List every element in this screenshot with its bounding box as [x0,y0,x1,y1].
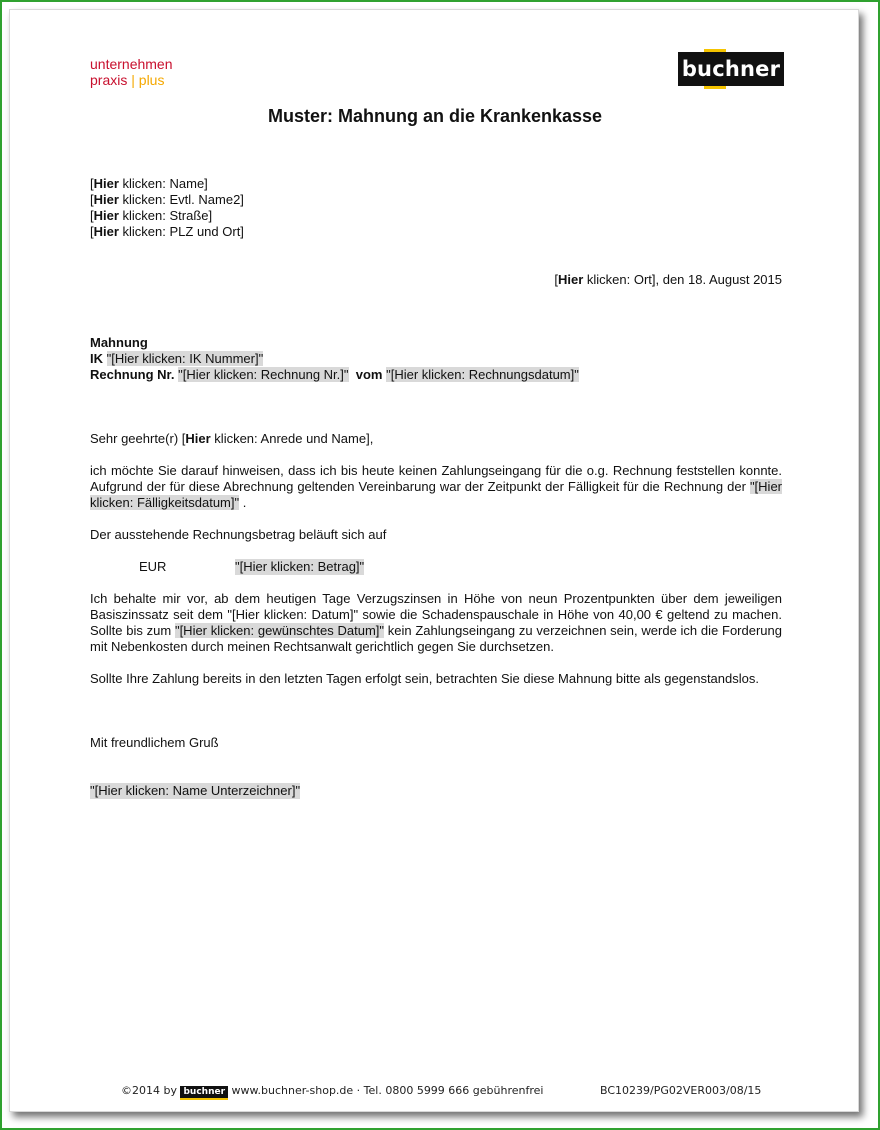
desired-date-field[interactable]: "[Hier klicken: gewünschtes Datum]" [174,623,385,638]
address-line-street[interactable]: [Hier klicken: Straße] [90,208,213,223]
buchner-logo-text: buchner [681,57,781,81]
ik-number-field[interactable]: "[Hier klicken: IK Nummer]" [106,351,264,366]
invoice-number-field[interactable]: "[Hier klicken: Rechnung Nr.]" [178,367,349,382]
footer-buchner-logo: buchner [180,1086,228,1100]
salutation-field[interactable]: [Hier klicken: Anrede und Name] [181,431,370,446]
reference-block [90,335,579,383]
amount-field[interactable]: "[Hier klicken: Betrag]" [235,559,365,574]
invoice-number-label: Rechnung Nr. [90,367,175,382]
logo-line1: unternehmen [90,56,173,72]
address-line-zip-city[interactable]: [Hier klicken: PLZ und Ort] [90,224,244,239]
logo-separator: | [127,72,139,88]
address-line-name[interactable]: [Hier klicken: Name] [90,176,208,191]
paragraph-interest: Ich behalte mir vor, ab dem heutigen Tage Verzugszinsen in Höhe von neun Prozentpunkten über dem jeweiligen Basiszinssatz seit dem "[Hier klicken: Datum]" sowie die Schadenspauschale in Höhe von 40,00 € geltend zu machen. Sollte bis zum "[Hier klicken: gewünschtes Datum]" kein Zahlungseingang zu verzeichnen sein, werde ich die Forderung mit Nebenkosten durch meinen Rechtsanwalt gerichtlich gegen Sie durchsetzen. [90,591,782,654]
salutation: Sehr geehrte(r) [Hier klicken: Anrede und Name], [90,431,374,446]
logo-plus: plus [138,72,165,88]
ik-label: IK [90,351,103,366]
currency-label: EUR [139,559,167,574]
reference-heading: Mahnung [90,335,148,350]
document-page [9,9,859,1112]
logo-praxis: praxis [90,72,128,88]
footer-document-code: BC10239/PG02VER003/08/15 [600,1084,762,1097]
paragraph-already-paid: Sollte Ihre Zahlung bereits in den letzten Tagen erfolgt sein, betrachten Sie diese Mahnung bitte als gegenstandslos. [90,671,759,686]
paragraph-intro: ich möchte Sie darauf hinweisen, dass ich bis heute keinen Zahlungseingang für die o.g. Rechnung feststellen konnte. Aufgrund der für diese Abrechnung geltenden Vereinbarung war der Zeitpunkt der Fälligkeit für die Rechnung der "[Hier klicken: Fälligkeitsdatum]" . [90,463,782,510]
due-date-field[interactable]: "[Hier klicken: Fälligkeitsdatum]" [90,479,782,510]
date-line[interactable]: [Hier klicken: Ort], den 18. August 2015 [554,272,782,287]
signer-name-field[interactable]: "[Hier klicken: Name Unterzeichner]" [90,783,301,798]
invoice-date-field[interactable]: "[Hier klicken: Rechnungsdatum]" [386,367,579,382]
vom-label: vom [355,367,383,382]
paragraph-amount-intro: Der ausstehende Rechnungsbetrag beläuft sich auf [90,527,387,542]
logo-line2 [90,72,173,88]
footer-contact: ©2014 by buchner www.buchner-shop.de · Tel. 0800 5999 666 gebührenfrei [121,1084,543,1100]
logo-bar-top [704,49,726,52]
buchner-logo [678,52,784,86]
recipient-address [90,176,244,240]
address-line-name2[interactable]: [Hier klicken: Evtl. Name2] [90,192,244,207]
document-title: Muster: Mahnung an die Krankenkasse [267,106,603,126]
logo-bar-bottom [704,86,726,89]
closing-greeting: Mit freundlichem Gruß [90,735,219,750]
unternehmen-praxis-plus-logo [90,56,173,88]
